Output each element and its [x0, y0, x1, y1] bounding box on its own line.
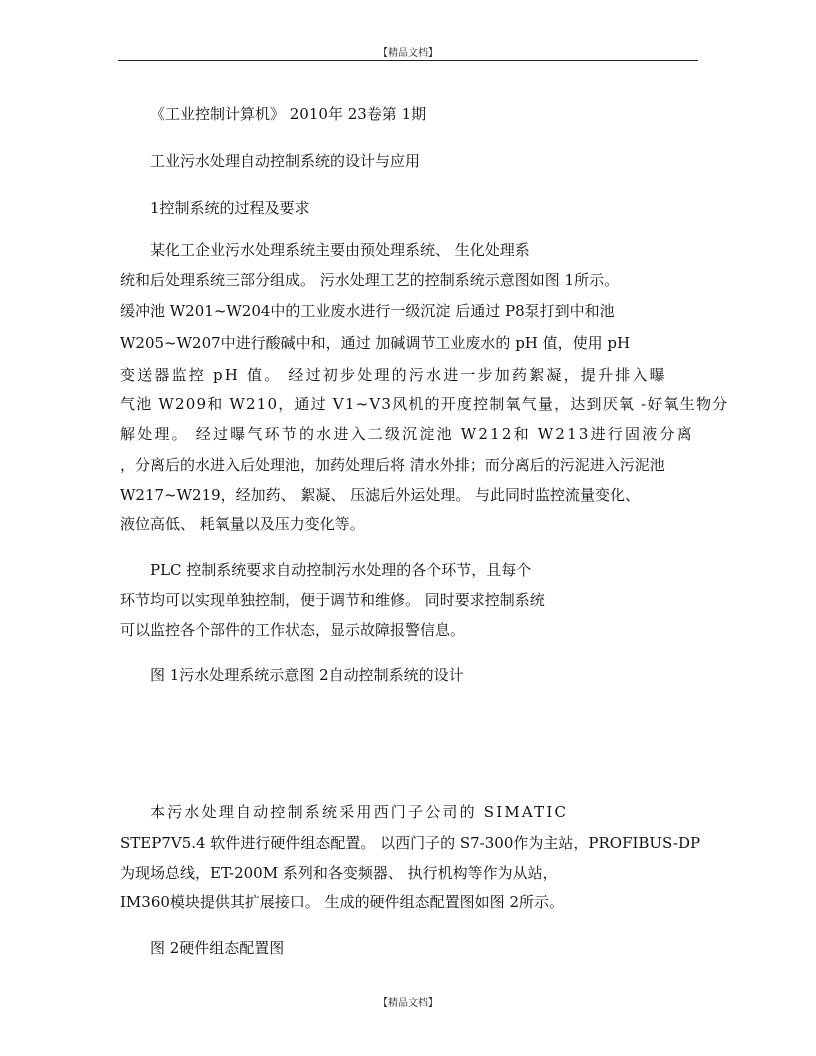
paragraph-line: ，分离后的水进入后处理池，加药处理后将 清水外排；而分离后的污泥进入污泥池: [120, 456, 665, 474]
paragraph-line: 解处理。 经过曝气环节的水进入二级沉淀池 W212和 W213进行固液分离: [120, 425, 694, 443]
paragraph-line: IM360模块提供其扩展接口。 生成的硬件组态配置图如图 2所示。: [120, 893, 564, 911]
paragraph-line: PLC 控制系统要求自动控制污水处理的各个环节，且每个: [150, 561, 532, 579]
figure-caption: 图 1污水处理系统示意图 2自动控制系统的设计: [150, 666, 464, 684]
paragraph-line: 可以监控各个部件的工作状态，显示故障报警信息。: [120, 621, 466, 639]
footer-tag: 【精品文档】: [378, 998, 438, 1009]
figure-caption: 图 2硬件组态配置图: [150, 939, 285, 957]
doc-title: 工业污水处理自动控制系统的设计与应用: [150, 152, 421, 170]
section-heading: 1控制系统的过程及要求: [150, 199, 310, 217]
source-line: 《工业控制计算机》 2010年 23卷第 1期: [150, 105, 427, 123]
paragraph-line: 变送器监控 pH 值。 经过初步处理的污水进一步加药絮凝，提升排入曝: [120, 366, 667, 384]
paragraph-line: STEP7V5.4 软件进行硬件组态配置。 以西门子的 S7-300作为主站，PROFIBUS-DP: [120, 834, 701, 852]
header-rule: [118, 60, 698, 61]
paragraph-line: 液位高低、 耗氧量以及压力变化等。: [120, 515, 365, 533]
paragraph-line: 统和后处理系统三部分组成。 污水处理工艺的控制系统示意图如图 1所示。: [120, 271, 620, 289]
paragraph-line: 某化工企业污水处理系统主要由预处理系统、 生化处理系: [150, 241, 530, 259]
paragraph-line: W217~W219，经加药、 絮凝、 压滤后外运处理。 与此同时监控流量变化、: [120, 486, 640, 504]
paragraph-line: 缓冲池 W201~W204中的工业废水进行一级沉淀 后通过 P8泵打到中和池: [120, 302, 615, 320]
header-tag: 【精品文档】: [378, 48, 438, 59]
paragraph-line: W205~W207中进行酸碱中和，通过 加碱调节工业废水的 pH 值，使用 pH: [120, 334, 631, 352]
paragraph-line: 为现场总线，ET-200M 系列和各变频器、 执行机构等作为从站，: [120, 864, 558, 882]
paragraph-line: 环节均可以实现单独控制，便于调节和维修。 同时要求控制系统: [120, 591, 545, 609]
paragraph-line: 本污水处理自动控制系统采用西门子公司的 SIMATIC: [150, 803, 569, 821]
paragraph-line: 气池 W209和 W210，通过 V1~V3风机的开度控制氧气量，达到厌氧 -好氧生物分: [120, 395, 729, 413]
